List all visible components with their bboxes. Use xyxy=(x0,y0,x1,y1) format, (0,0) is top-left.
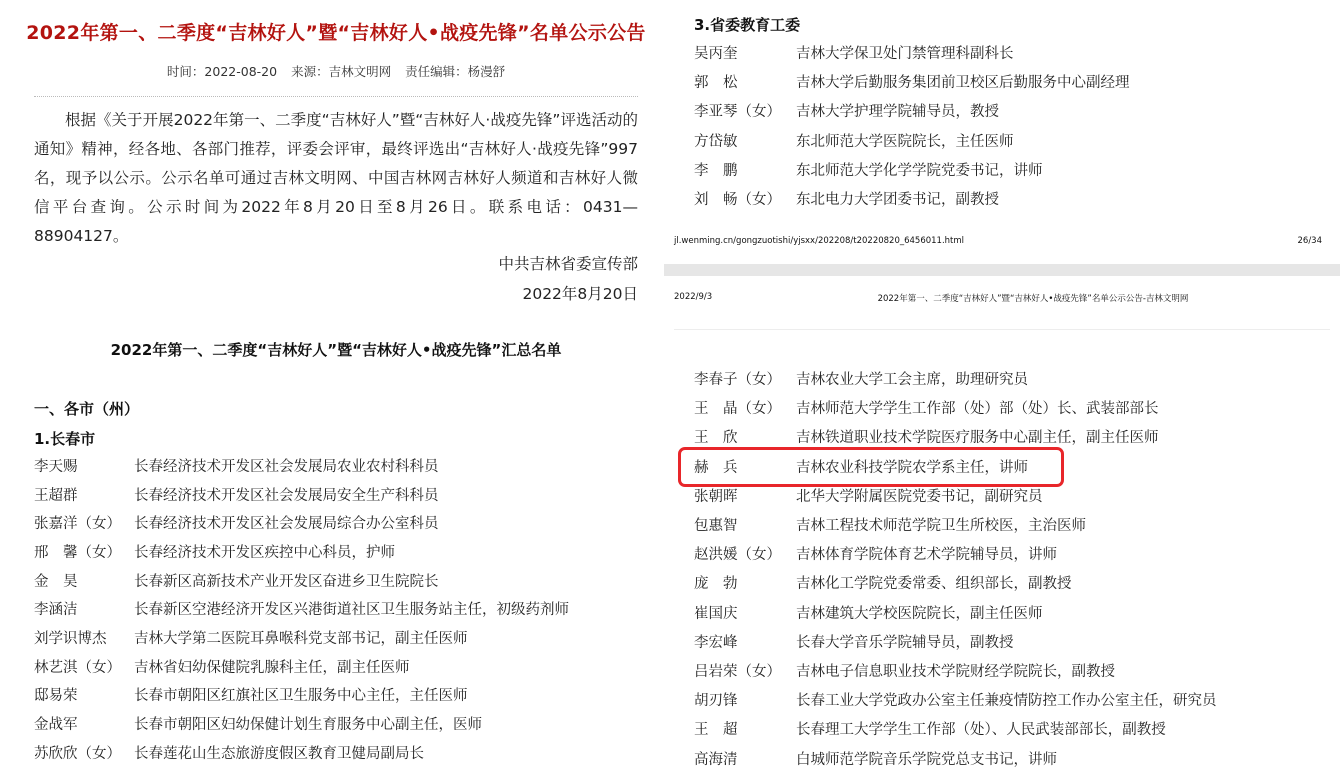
honoree-name: 刘 畅（女） xyxy=(694,192,781,209)
category-heading: 3.省委教育工委 xyxy=(694,16,801,34)
honoree-position: 吉林工程技术师范学院卫生所校医，主治医师 xyxy=(796,518,1086,535)
dotted-divider xyxy=(34,96,638,97)
honoree-name: 林艺淇（女） xyxy=(34,659,121,676)
honoree-position: 吉林大学第二医院耳鼻喉科党支部书记，副主任医师 xyxy=(134,630,468,647)
page-header-date: 2022/9/3 xyxy=(674,292,713,302)
source-label: 来源：吉林文明网 xyxy=(291,64,392,79)
publish-time: 时间：2022-08-20 xyxy=(166,64,278,79)
honoree-position: 吉林农业科技学院农学系主任，讲师 xyxy=(796,459,1028,476)
honoree-name: 郭 松 xyxy=(694,75,738,92)
signature-organization: 中共吉林省委宣传部 xyxy=(498,255,638,273)
page-number: 26/34 xyxy=(1297,236,1322,246)
city-subheading: 1.长春市 xyxy=(34,430,96,448)
honoree-position: 北华大学附属医院党委书记，副研究员 xyxy=(796,488,1043,505)
honoree-position: 吉林铁道职业技术学院医疗服务中心副主任，副主任医师 xyxy=(796,430,1159,447)
section-heading: 一、各市（州） xyxy=(34,400,140,418)
honoree-name: 李涵洁 xyxy=(34,602,78,619)
honoree-name: 王超群 xyxy=(34,487,78,504)
list-item xyxy=(694,714,1334,743)
honoree-position: 长春新区空港经济开发区兴港街道社区卫生服务站主任，初级药剂师 xyxy=(134,602,569,619)
honoree-position: 长春新区高新技术产业开发区奋进乡卫生院院长 xyxy=(134,573,439,590)
honoree-position: 吉林省妇幼保健院乳腺科主任，副主任医师 xyxy=(134,659,410,676)
honoree-position: 长春大学音乐学院辅导员，副教授 xyxy=(796,634,1014,651)
list-item xyxy=(34,566,660,595)
honoree-position: 吉林电子信息职业技术学院财经学院院长，副教授 xyxy=(796,663,1115,680)
list-item xyxy=(694,598,1334,627)
list-item xyxy=(694,510,1334,539)
list-item xyxy=(694,38,1334,67)
list-item xyxy=(34,681,660,710)
summary-list-title: 2022年第一、二季度“吉林好人”暨“吉林好人•战疫先锋”汇总名单 xyxy=(110,341,562,359)
editor-label: 责任编辑：杨漫舒 xyxy=(405,64,506,79)
page-break-gap xyxy=(664,264,1340,276)
honoree-position: 长春经济技术开发区社会发展局农业农村科科员 xyxy=(134,458,439,475)
pdf-page-top xyxy=(664,0,1340,264)
honoree-position: 长春莲花山生态旅游度假区教育卫健局副局长 xyxy=(134,745,424,762)
honoree-position: 长春经济技术开发区社会发展局安全生产科科员 xyxy=(134,487,439,504)
honoree-name: 金战军 xyxy=(34,717,78,734)
honoree-position: 吉林化工学院党委常委、组织部长，副教授 xyxy=(796,576,1072,593)
list-item xyxy=(34,623,660,652)
honoree-name: 刘学识博杰 xyxy=(34,630,107,647)
honoree-position: 吉林体育学院体育艺术学院辅导员，讲师 xyxy=(796,547,1057,564)
list-item xyxy=(34,508,660,537)
honoree-name: 李宏峰 xyxy=(694,634,738,651)
honoree-position: 吉林大学护理学院辅导员，教授 xyxy=(796,104,999,121)
honoree-position: 东北师范大学医院院长，主任医师 xyxy=(796,133,1014,150)
list-item xyxy=(694,393,1334,422)
list-item xyxy=(694,126,1334,155)
list-item xyxy=(34,652,660,681)
list-item xyxy=(34,537,660,566)
honoree-list-education-continued xyxy=(694,364,1334,773)
honoree-name: 王 晶（女） xyxy=(694,401,781,418)
article-meta xyxy=(0,62,672,80)
list-item xyxy=(694,184,1334,213)
honoree-position: 长春工业大学党政办公室主任兼疫情防控工作办公室主任，研究员 xyxy=(796,693,1217,710)
honoree-name: 庞 勃 xyxy=(694,576,738,593)
list-item xyxy=(694,627,1334,656)
honoree-list-changchun xyxy=(34,451,660,767)
honoree-position: 长春理工大学学生工作部（处）、人民武装部部长，副教授 xyxy=(796,722,1166,739)
honoree-name: 苏欣欣（女） xyxy=(34,745,121,762)
honoree-name: 包惠智 xyxy=(694,518,738,535)
list-item xyxy=(694,364,1334,393)
honoree-position: 吉林大学后勤服务集团前卫校区后勤服务中心副经理 xyxy=(796,75,1130,92)
honoree-name: 崔国庆 xyxy=(694,605,738,622)
list-item xyxy=(34,709,660,738)
list-item xyxy=(694,539,1334,568)
list-item xyxy=(694,96,1334,125)
list-item xyxy=(34,451,660,480)
honoree-name: 张嘉洋（女） xyxy=(34,516,121,533)
honoree-name: 李亚琴（女） xyxy=(694,104,781,121)
honoree-name: 赵洪媛（女） xyxy=(694,547,781,564)
honoree-position: 长春市朝阳区红旗社区卫生服务中心主任，主任医师 xyxy=(134,688,468,705)
honoree-position: 白城师范学院音乐学院党总支书记，讲师 xyxy=(796,751,1057,768)
highlight-annotation-box xyxy=(678,447,1064,487)
honoree-position: 长春市朝阳区妇幼保健计划生育服务中心副主任，医师 xyxy=(134,717,482,734)
honoree-name: 方岱敏 xyxy=(694,133,738,150)
list-item xyxy=(694,656,1334,685)
honoree-name: 金 昊 xyxy=(34,573,78,590)
honoree-name: 胡刃锋 xyxy=(694,693,738,710)
honoree-name: 邢 馨（女） xyxy=(34,544,121,561)
honoree-name: 李春子（女） xyxy=(694,372,781,389)
honoree-name: 高海清 xyxy=(694,751,738,768)
list-item xyxy=(34,480,660,509)
honoree-position: 吉林大学保卫处门禁管理科副科长 xyxy=(796,46,1014,63)
pdf-page-bottom xyxy=(664,276,1340,777)
honoree-name: 李 鹏 xyxy=(694,162,738,179)
honoree-name: 吕岩荣（女） xyxy=(694,663,781,680)
honoree-position: 吉林农业大学工会主席，助理研究员 xyxy=(796,372,1028,389)
list-item xyxy=(694,568,1334,597)
honoree-position: 东北师范大学化学学院党委书记，讲师 xyxy=(796,162,1043,179)
list-item xyxy=(34,738,660,767)
honoree-name: 李天赐 xyxy=(34,458,78,475)
list-item xyxy=(694,685,1334,714)
list-item xyxy=(694,743,1334,772)
honoree-name: 王 欣 xyxy=(694,430,738,447)
honoree-list-education xyxy=(694,38,1334,213)
header-divider xyxy=(674,329,1330,330)
honoree-position: 东北电力大学团委书记，副教授 xyxy=(796,192,999,209)
honoree-position: 吉林建筑大学校医院院长，副主任医师 xyxy=(796,605,1043,622)
page-footer-url: jl.wenming.cn/gongzuotishi/yjsxx/202208/t20220820_6456011.html xyxy=(674,236,965,246)
honoree-position: 吉林师范大学学生工作部（处）部（处）长、武装部部长 xyxy=(796,401,1159,418)
list-item xyxy=(34,594,660,623)
page-header-title: 2022年第一、二季度“吉林好人”暨“吉林好人•战疫先锋”名单公示公告-吉林文明网 xyxy=(877,294,1189,304)
honoree-position: 长春经济技术开发区社会发展局综合办公室科员 xyxy=(134,516,439,533)
honoree-name: 赫 兵 xyxy=(694,459,738,476)
announcement-body: 根据《关于开展2022年第一、二季度“吉林好人”暨“吉林好人·战疫先锋”评选活动的通知》精神，经各地、各部门推荐，评委会评审，最终评选出“吉林好人·战疫先锋”997名，现予以公示。公示名单可通过吉林文明网、中国吉林网吉林好人频道和吉林好人微信平台查询。公示时间为2022年8月20日至8月26日。联系电话：0431—88904127。 xyxy=(34,111,638,245)
list-item xyxy=(694,155,1334,184)
signature-date: 2022年8月20日 xyxy=(522,285,638,303)
announcement-title: 2022年第一、二季度“吉林好人”暨“吉林好人•战疫先锋”名单公示公告 xyxy=(26,22,646,44)
announcement-left-panel xyxy=(0,0,660,777)
list-item xyxy=(694,67,1334,96)
honoree-name: 吴丙奎 xyxy=(694,46,738,63)
honoree-position: 长春经济技术开发区疾控中心科员，护师 xyxy=(134,544,395,561)
honoree-name: 王 超 xyxy=(694,722,738,739)
honoree-name: 邸易荣 xyxy=(34,688,78,705)
honoree-name: 张朝晖 xyxy=(694,488,738,505)
